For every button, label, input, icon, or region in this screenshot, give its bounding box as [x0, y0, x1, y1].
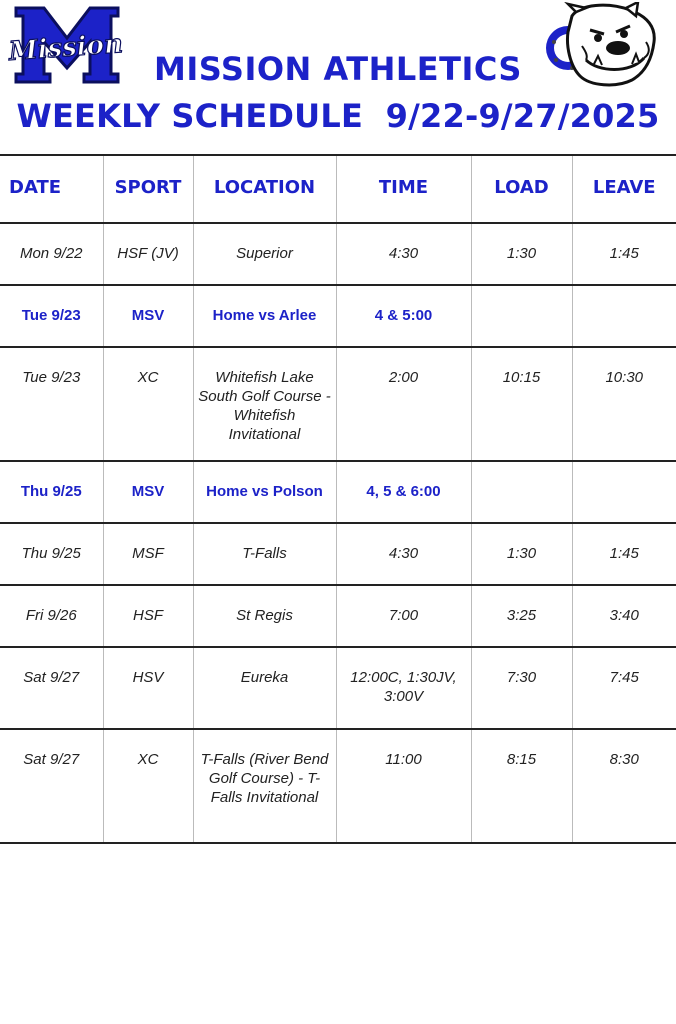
cell-date: Thu 9/25	[0, 461, 103, 523]
cell-load: 7:30	[471, 647, 572, 729]
cell-load: 3:25	[471, 585, 572, 647]
cell-date: Sat 9/27	[0, 729, 103, 843]
cell-sport: MSV	[103, 285, 193, 347]
cell-time: 12:00C, 1:30JV, 3:00V	[336, 647, 471, 729]
cell-sport: HSF	[103, 585, 193, 647]
cell-time: 7:00	[336, 585, 471, 647]
table-row-home-event	[0, 285, 676, 347]
cell-load: 1:30	[471, 223, 572, 285]
cell-leave: 7:45	[572, 647, 676, 729]
cell-location: Eureka	[193, 647, 336, 729]
cell-location: Whitefish Lake South Golf Course - Whitefish Invitational	[193, 347, 336, 461]
table-header-row	[0, 155, 676, 223]
cell-location: T-Falls (River Bend Golf Course) - T-Falls Invitational	[193, 729, 336, 843]
cell-date: Tue 9/23	[0, 347, 103, 461]
page-title: MISSION ATHLETICS	[154, 50, 522, 88]
col-header-location: LOCATION	[193, 155, 336, 223]
table-row	[0, 647, 676, 729]
page-subtitle: WEEKLY SCHEDULE 9/22-9/27/2025	[16, 97, 660, 135]
cell-location: St Regis	[193, 585, 336, 647]
cell-sport: MSF	[103, 523, 193, 585]
table-row	[0, 729, 676, 843]
cell-date: Thu 9/25	[0, 523, 103, 585]
page-header	[0, 0, 676, 154]
cell-location: Superior	[193, 223, 336, 285]
col-header-leave: LEAVE	[572, 155, 676, 223]
cell-load: 10:15	[471, 347, 572, 461]
cell-leave: 1:45	[572, 523, 676, 585]
table-row	[0, 347, 676, 461]
cell-time: 4:30	[336, 523, 471, 585]
cell-location: Home vs Polson	[193, 461, 336, 523]
cell-date: Fri 9/26	[0, 585, 103, 647]
cell-sport: MSV	[103, 461, 193, 523]
col-header-date: DATE	[0, 155, 103, 223]
cell-date: Tue 9/23	[0, 285, 103, 347]
cell-sport: XC	[103, 729, 193, 843]
cell-leave: 8:30	[572, 729, 676, 843]
cell-date: Sat 9/27	[0, 647, 103, 729]
col-header-load: LOAD	[471, 155, 572, 223]
cell-date: Mon 9/22	[0, 223, 103, 285]
cell-time: 4, 5 & 6:00	[336, 461, 471, 523]
cell-leave	[572, 285, 676, 347]
cell-load	[471, 285, 572, 347]
cell-leave: 10:30	[572, 347, 676, 461]
table-row-home-event	[0, 461, 676, 523]
cell-sport: HSV	[103, 647, 193, 729]
cell-time: 2:00	[336, 347, 471, 461]
col-header-sport: SPORT	[103, 155, 193, 223]
cell-time: 4 & 5:00	[336, 285, 471, 347]
cell-load	[471, 461, 572, 523]
schedule-table	[0, 154, 676, 844]
col-header-time: TIME	[336, 155, 471, 223]
cell-load: 1:30	[471, 523, 572, 585]
cell-location: Home vs Arlee	[193, 285, 336, 347]
cell-leave: 3:40	[572, 585, 676, 647]
cell-location: T-Falls	[193, 523, 336, 585]
cell-leave	[572, 461, 676, 523]
logo-script-text: Mission	[8, 29, 124, 67]
cell-sport: HSF (JV)	[103, 223, 193, 285]
table-row	[0, 223, 676, 285]
cell-leave: 1:45	[572, 223, 676, 285]
table-row	[0, 523, 676, 585]
bulldog-mascot-logo	[546, 2, 660, 88]
cell-load: 8:15	[471, 729, 572, 843]
cell-time: 11:00	[336, 729, 471, 843]
table-row	[0, 585, 676, 647]
cell-time: 4:30	[336, 223, 471, 285]
cell-sport: XC	[103, 347, 193, 461]
